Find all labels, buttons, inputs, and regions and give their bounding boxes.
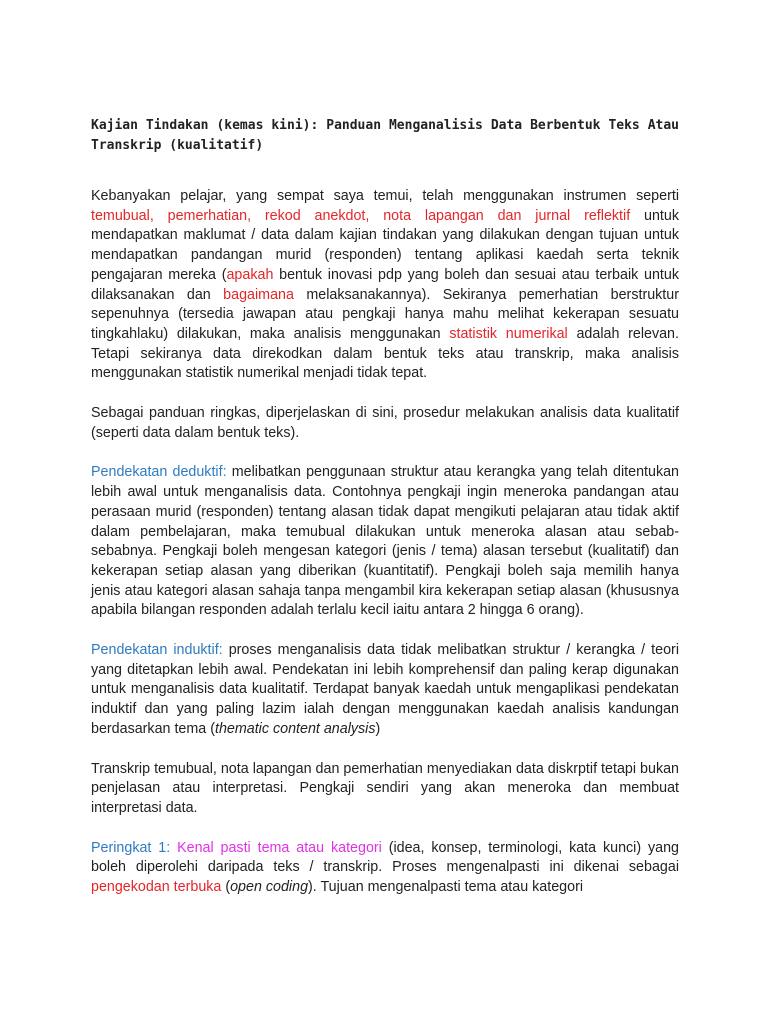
text-span: ). Tujuan mengenalpasti tema atau kategori (308, 879, 584, 896)
text-span: proses menganalisis data tidak melibatkan struktur / kerangka / teori yang ditetapkan lebih awal. Pendekatan ini lebih komprehensif dan paling kerap digunakan untuk menganalisis data kualitatif. Terdapat banyak kaedah untuk mengaplikasi pendekatan induktif dan yang paling lazim ialah dengan menggunakan kaedah analisis kandungan berdasarkan tema ( (91, 642, 679, 737)
text-span: melibatkan penggunaan struktur atau kerangka yang telah ditentukan lebih awal untuk menganalisis data. Contohnya pengkaji ingin meneroka pandangan atau perasaan murid (responden) tentang alasan tidak dapat mengikuti pelajaran atau tidak aktif dalam pembelajaran, maka temubual dilakukan untuk meneroka alasan atau sebab-sebabnya. Pengkaji boleh mengesan kategori (jenis / tema) alasan tersebut (kualitatif) dan kekerapan setiap alasan yang diberikan (kuantitatif). Pengkaji boleh saja memilih hanya jenis atau kategori alasan sahaja tanpa mengambil kira kekerapan setiap alasan (khususnya apabila bilangan responden adalah terlalu kecil iaitu antara 2 hingga 6 orang). (91, 464, 679, 619)
highlight-bagaimana: bagaimana (223, 286, 294, 303)
label-stage-1: Peringkat 1: (91, 839, 171, 856)
document-title: Kajian Tindakan (kemas kini): Panduan Menganalisis Data Berbentuk Teks Atau Transkrip (kualitatif) (91, 118, 679, 153)
paragraph-stage-1 (91, 839, 679, 898)
text-span: (idea, konsep, terminologi, kata kunci) yang boleh diperolehi daripada teks / transkrip. Proses mengenalpasti ini dikenai sebagai (91, 839, 679, 876)
text-span: untuk mendapatkan maklumat / data dalam kajian tindakan yang dilakukan dengan tujuan untuk mendapatkan pandangan murid (responden) tentang aplikasi kaedah serta teknik pengajaran mereka ( (91, 207, 679, 283)
paragraph-guide: Sebagai panduan ringkas, diperjelaskan di sini, prosedur melakukan analisis data kualitatif (seperti data dalam bentuk teks). (91, 405, 679, 441)
text-span: melaksanakannya). Sekiranya pemerhatian berstruktur sepenuhnya (tersedia jawapan atau pengkaji hanya mahu melihat kekerapan sesuatu tingkahlaku) dilakukan, maka analisis menggunakan (91, 286, 679, 342)
text-span: Kebanyakan pelajar, yang sempat saya temui, telah menggunakan instrumen seperti (91, 188, 679, 204)
paragraph-intro (91, 187, 679, 384)
highlight-instruments: temubual, pemerhatian, rekod anekdot, nota lapangan dan jurnal reflektif (91, 207, 631, 224)
italic-term: thematic content analysis (214, 720, 376, 737)
highlight-open-coding: pengekodan terbuka (91, 879, 222, 896)
document-body (91, 187, 679, 918)
italic-term: open coding (230, 879, 309, 896)
paragraph-inductive (91, 641, 679, 740)
text-span: bentuk inovasi pdp yang boleh dan sesuai atau terbaik untuk dilaksanakan dan (91, 266, 679, 303)
highlight-statistik: statistik numerikal (449, 325, 568, 342)
paragraph-transcript: Transkrip temubual, nota lapangan dan pemerhatian menyediakan data diskrptif tetapi bukan penjelasan atau interpretasi. Pengkaji sendiri yang akan meneroka dan membuat interpretasi data. (91, 760, 679, 816)
text-span: adalah relevan. Tetapi sekiranya data direkodkan dalam bentuk teks atau transkrip, maka analisis menggunakan statistik numerikal menjadi tidak tepat. (91, 325, 679, 382)
heading-stage-1: Kenal pasti tema atau kategori (170, 839, 382, 856)
label-inductive: Pendekatan induktif: (91, 642, 223, 659)
text-span: ) (375, 720, 381, 737)
highlight-apakah: apakah (226, 266, 274, 283)
paragraph-deductive (91, 463, 679, 621)
label-deductive: Pendekatan deduktif: (91, 464, 227, 481)
text-span: ( (221, 879, 231, 896)
